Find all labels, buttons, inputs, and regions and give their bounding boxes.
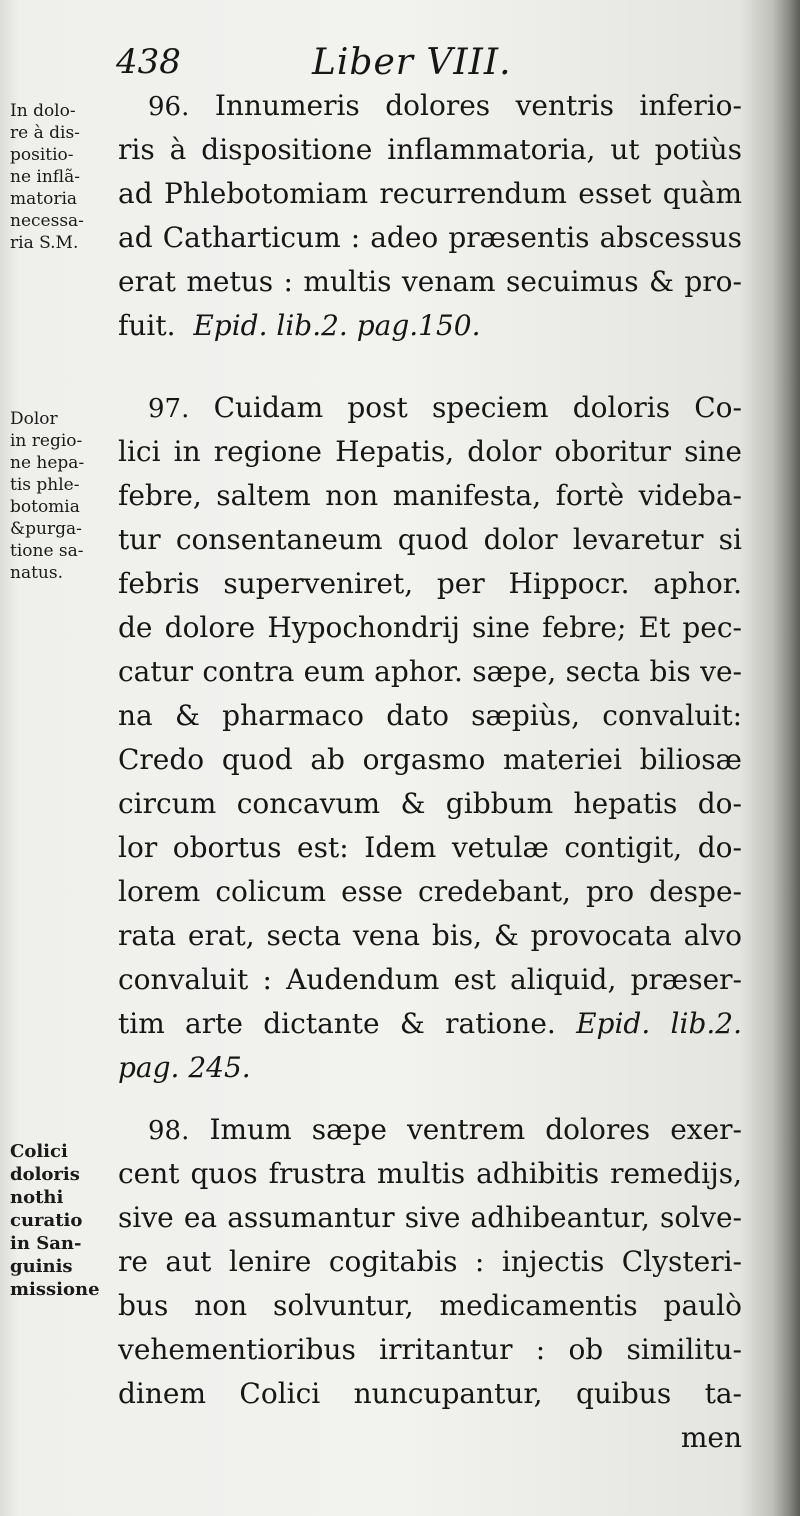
marginal-note-line: necessa-	[10, 211, 84, 231]
marginal-note-line: matoria	[10, 189, 78, 209]
citation: Epid. lib.2.	[576, 1007, 742, 1040]
running-header	[0, 40, 760, 90]
catchword: men	[680, 1421, 742, 1454]
marginal-note-line: curatio	[10, 1210, 83, 1231]
text-line: cent quos frustra multis adhibitis remedijs,	[118, 1157, 742, 1190]
text-line: dinem Colici nuncupantur, quibus ta-	[118, 1377, 742, 1410]
marginal-note-line: missione	[10, 1279, 100, 1300]
marginal-note-98	[10, 1140, 125, 1301]
marginal-note-line: doloris	[10, 1164, 80, 1185]
text-line: catur contra eum aphor. sæpe, secta bis ve-	[118, 655, 742, 688]
marginal-note-line: In dolo-	[10, 101, 76, 121]
text-line: bus non solvuntur, medicamentis paulò	[118, 1289, 742, 1322]
text-line: febre, saltem non manifesta, fortè videba-	[118, 479, 742, 512]
text-line: sive ea assumantur sive adhibeantur, solve-	[118, 1201, 742, 1234]
running-title: Liber VIII.	[312, 42, 512, 83]
text-line: re aut lenire cogitabis : injectis Clysteri-	[118, 1245, 742, 1278]
paragraph-96	[118, 84, 742, 348]
marginal-note-line: ne hepa-	[10, 453, 85, 473]
text-line: rata erat, secta vena bis, & provocata alvo	[118, 919, 742, 952]
text-line: tur consentaneum quod dolor levaretur si	[118, 523, 742, 556]
text-line: lici in regione Hepatis, dolor oboritur sine	[118, 435, 742, 468]
marginal-note-line: nothi	[10, 1187, 64, 1208]
text-line: Credo quod ab orgasmo materiei biliosæ	[118, 743, 742, 776]
marginal-note-96	[10, 100, 125, 254]
text-line: Innumeris dolores ventris inferio-	[214, 89, 742, 122]
marginal-note-line: guinis	[10, 1256, 73, 1277]
citation: Epid. lib.2. pag.150.	[193, 309, 481, 342]
marginal-note-97	[10, 408, 125, 584]
text-line: fuit.	[118, 309, 176, 342]
paragraph-number: 97.	[148, 394, 190, 424]
marginal-note-line: botomia	[10, 497, 80, 517]
text-line: Imum sæpe ventrem dolores exer-	[209, 1113, 742, 1146]
text-line: ad Catharticum : adeo præsentis abscessus	[118, 221, 742, 254]
text-line: ris à dispositione inflammatoria, ut potiùs	[118, 133, 742, 166]
text-line: febris superveniret, per Hippocr. aphor.	[118, 567, 742, 600]
paragraph-number: 96.	[148, 92, 190, 122]
text-line: convaluit : Audendum est aliquid, præser-	[118, 963, 742, 996]
page-number: 438	[116, 42, 181, 82]
paragraph-number: 98.	[148, 1116, 190, 1146]
text-line: na & pharmaco dato sæpiùs, convaluit:	[118, 699, 742, 732]
marginal-note-line: tis phle-	[10, 475, 80, 495]
text-line: vehementioribus irritantur : ob similitu-	[118, 1333, 742, 1366]
text-line: erat metus : multis venam secuimus & pro-	[118, 265, 742, 298]
marginal-note-line: in San-	[10, 1233, 82, 1254]
paragraph-97	[118, 386, 742, 1090]
marginal-note-line: natus.	[10, 563, 63, 583]
marginal-note-line: Dolor	[10, 409, 58, 429]
text-line: ad Phlebotomiam recurrendum esset quàm	[118, 177, 742, 210]
marginal-note-line: &purga-	[10, 519, 82, 539]
text-line: lor obortus est: Idem vetulæ contigit, do-	[118, 831, 742, 864]
paragraph-98	[118, 1108, 742, 1460]
marginal-note-line: positio-	[10, 145, 74, 165]
page-edge-shadow	[772, 0, 800, 1516]
text-line: tim arte dictante & ratione.	[118, 1007, 556, 1040]
marginal-note-line: Colici	[10, 1141, 68, 1162]
text-line: de dolore Hypochondrij sine febre; Et pec-	[118, 611, 742, 644]
marginal-note-line: ne inflã-	[10, 167, 81, 187]
text-line: circum concavum & gibbum hepatis do-	[118, 787, 742, 820]
text-line: Cuidam post speciem doloris Co-	[213, 391, 742, 424]
marginal-note-line: ria S.M.	[10, 233, 79, 253]
marginal-note-line: in regio-	[10, 431, 83, 451]
text-line: lorem colicum esse credebant, pro despe-	[118, 875, 742, 908]
marginal-note-line: re à dis-	[10, 123, 80, 143]
marginal-note-line: tione sa-	[10, 541, 84, 561]
citation-continued: pag. 245.	[118, 1051, 251, 1084]
